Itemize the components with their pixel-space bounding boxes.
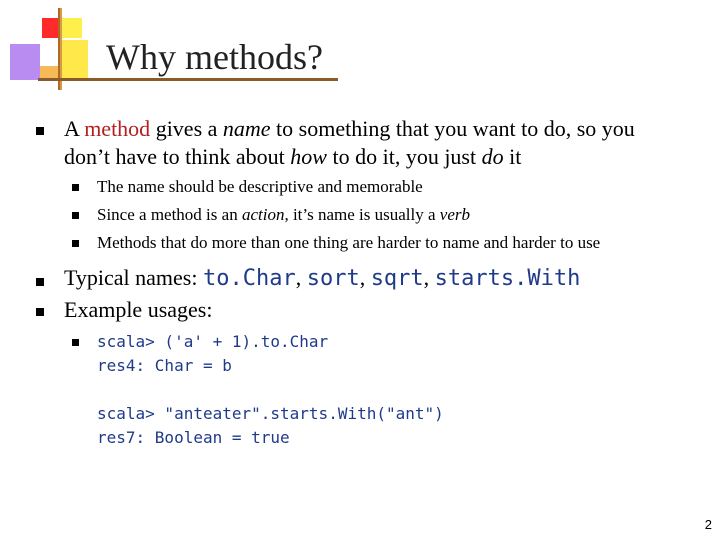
bullet-method-definition bbox=[64, 115, 635, 171]
sub-bullet-action-verb: Since a method is an action, it’s name is usually a verb bbox=[97, 205, 471, 224]
name-sort: sort bbox=[306, 266, 360, 291]
page-number: 2 bbox=[704, 517, 712, 532]
name-italic: name bbox=[222, 116, 271, 141]
code-line-3: scala> "anteater".starts.With("ant") bbox=[97, 404, 444, 423]
sub-bullet-marker bbox=[72, 184, 79, 191]
name-startswith: starts.With bbox=[434, 266, 581, 291]
code-line-2: res4: Char = b bbox=[97, 356, 232, 375]
bullet-line-2: don’t have to think about how to do it, you just do it bbox=[64, 144, 522, 169]
decor-yellow-block bbox=[62, 40, 88, 80]
bullet-marker bbox=[36, 278, 44, 286]
name-sqrt: sqrt bbox=[370, 266, 424, 291]
code-line-1: scala> ('a' + 1).to.Char bbox=[97, 332, 329, 351]
bullet-marker bbox=[36, 127, 44, 135]
sub-bullet-descriptive: The name should be descriptive and memorable bbox=[97, 177, 423, 196]
decor-horizontal-line bbox=[38, 78, 338, 81]
code-line-4: res7: Boolean = true bbox=[97, 428, 290, 447]
sub-bullet-harder-to-name: Methods that do more than one thing are harder to name and harder to use bbox=[97, 233, 601, 252]
sub-bullet-marker bbox=[72, 339, 79, 346]
method-word: method bbox=[84, 116, 151, 141]
bullet-marker bbox=[36, 308, 44, 316]
decor-yellow-square bbox=[62, 18, 82, 38]
bullet-example-usages: Example usages: bbox=[64, 297, 213, 322]
sub-bullet-marker bbox=[72, 240, 79, 247]
bullet-line-1: A method gives a name to something that you want to do, so you bbox=[64, 116, 635, 141]
sub-bullet-marker bbox=[72, 212, 79, 219]
slide-title: Why methods? bbox=[106, 37, 323, 77]
decor-purple-square bbox=[10, 44, 40, 80]
name-tochar: to.Char bbox=[202, 266, 296, 291]
bullet-typical-names: Typical names: to.Char, sort, sqrt, starts.With bbox=[64, 265, 581, 291]
